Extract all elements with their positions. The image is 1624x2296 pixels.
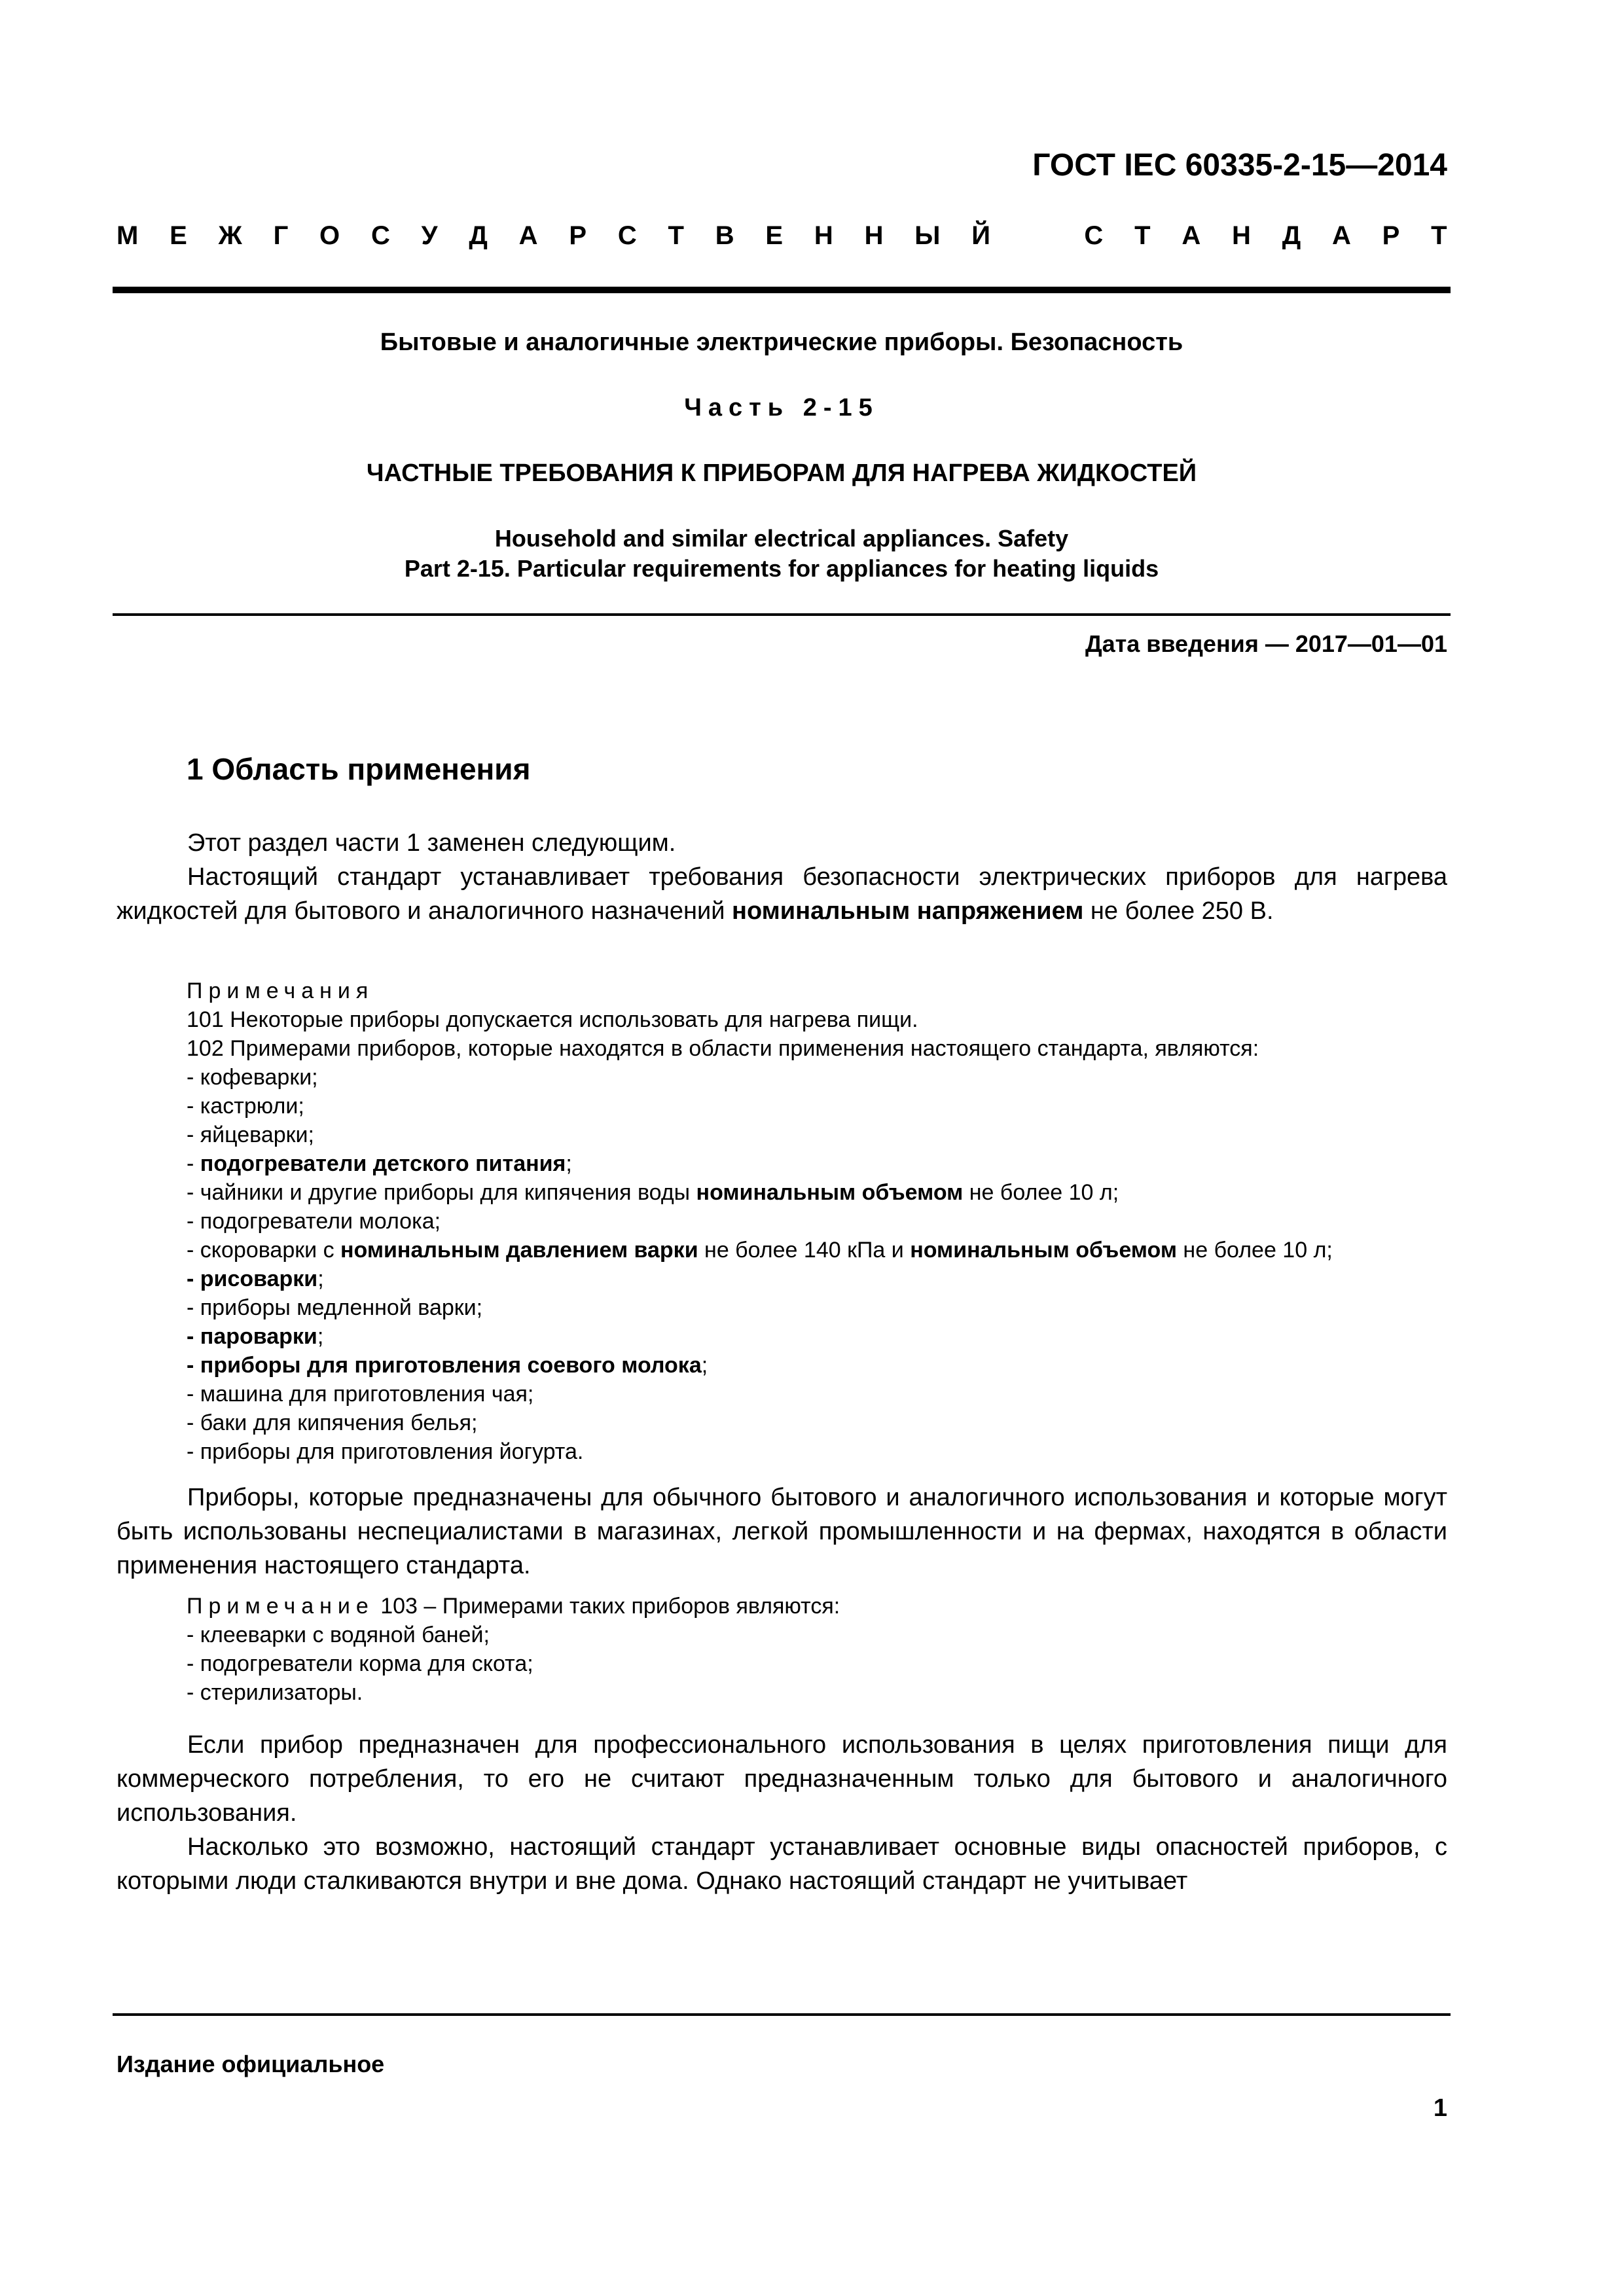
list-item: - приборы для приготовления йогурта.	[187, 1439, 584, 1464]
paragraph-5-text: Насколько это возможно, настоящий стандарт устанавливает основные виды опасностей приборов, с которыми люди сталкиваются внутри и вне дома. Однако настоящий стандарт не учитывает	[117, 1833, 1447, 1895]
banner-letter: Н	[864, 221, 884, 250]
paragraph-5	[117, 1830, 1447, 1898]
list-item: - приборы медленной варки;	[187, 1295, 483, 1320]
banner-letter: Т	[1134, 221, 1151, 250]
banner-letter: А	[1331, 221, 1351, 250]
list-item-term: номинальным давлением варки	[340, 1238, 698, 1263]
note-103	[187, 1592, 1447, 1621]
paragraph-2-text-end: не более 250 В.	[1083, 897, 1274, 925]
banner-letter: С	[370, 221, 390, 250]
page-number: 1	[1433, 2094, 1447, 2122]
list-item	[187, 1322, 1447, 1351]
part-number: Часть 2-15	[684, 394, 879, 422]
list-item: - баки для кипячения белья;	[187, 1410, 478, 1435]
paragraph-4	[117, 1728, 1447, 1830]
list-item	[187, 1149, 1447, 1178]
banner-letter: Д	[1282, 221, 1301, 250]
title-en-line-2: Part 2-15. Particular requirements for appliances for heating liquids	[404, 555, 1159, 582]
section-heading: 1 Область применения	[187, 752, 531, 786]
banner-letter: У	[421, 221, 438, 250]
note-103-text: 103 – Примерами таких приборов являются:	[374, 1594, 840, 1619]
list-item-term: пароварки	[200, 1324, 317, 1349]
list-item	[187, 1236, 1447, 1265]
list-item	[187, 1178, 1447, 1207]
banner-letter: О	[319, 221, 340, 250]
banner-letter: Е	[170, 221, 187, 250]
note-101: 101 Некоторые приборы допускается использовать для нагрева пищи.	[187, 1007, 918, 1032]
list-item-dash: -	[187, 1151, 200, 1176]
paragraph-2-term: номинальным напряжением	[732, 897, 1084, 925]
paragraph-4-text: Если прибор предназначен для профессионального использования в целях приготовления пищи для коммерческого потребления, то его не считают предназначенным только для бытового и аналогичного использования.	[117, 1731, 1447, 1827]
list-item-end: ;	[701, 1353, 708, 1378]
note-102: 102 Примерами приборов, которые находятся в области применения настоящего стандарта, являются:	[187, 1036, 1259, 1061]
note-103-block	[187, 1592, 1447, 1707]
list-item-end: не более 10 л;	[1176, 1238, 1333, 1263]
list-item-dash: -	[187, 1353, 200, 1378]
list-item-dash: -	[187, 1324, 200, 1349]
list-item: - клееварки с водяной баней;	[187, 1623, 490, 1647]
banner-letter: Ы	[914, 221, 941, 250]
document-title-en	[113, 524, 1451, 584]
header-divider-thick	[113, 287, 1451, 293]
official-edition-label: Издание официальное	[117, 2051, 385, 2077]
list-item	[187, 1265, 1447, 1293]
interstate-standard-banner	[117, 221, 1447, 251]
list-item-end: ;	[566, 1151, 572, 1176]
list-item-text: - чайники и другие приборы для кипячения воды	[187, 1180, 696, 1205]
list-item: - подогреватели молока;	[187, 1209, 441, 1234]
list-item: - кастрюли;	[187, 1094, 304, 1119]
list-item: - подогреватели корма для скота;	[187, 1651, 533, 1676]
paragraph-3	[117, 1480, 1447, 1583]
list-item	[187, 1351, 1447, 1380]
notes-block-1	[187, 977, 1447, 1466]
banner-letter: Й	[971, 221, 990, 250]
banner-letter: Д	[469, 221, 488, 250]
banner-letter: Н	[814, 221, 833, 250]
paragraph-1: Этот раздел части 1 заменен следующим.	[187, 829, 676, 857]
banner-letter: Т	[1431, 221, 1447, 250]
introduction-date: Дата введения — 2017—01—01	[1085, 630, 1447, 657]
list-item-term: приборы для приготовления соевого молока	[200, 1353, 702, 1378]
section-body-1	[117, 826, 1447, 928]
banner-letter: С	[1084, 221, 1104, 250]
banner-letter: Г	[273, 221, 289, 250]
list-item: - кофеварки;	[187, 1065, 318, 1090]
list-item-end: ;	[317, 1266, 324, 1291]
document-title-ru: Бытовые и аналогичные электрические приборы. Безопасность	[380, 329, 1183, 356]
banner-letter: М	[117, 221, 139, 250]
banner-letter: С	[617, 221, 637, 250]
document-subtitle-caps: ЧАСТНЫЕ ТРЕБОВАНИЯ К ПРИБОРАМ ДЛЯ НАГРЕВА ЖИДКОСТЕЙ	[366, 459, 1197, 487]
list-item-text: - скороварки с	[187, 1238, 341, 1263]
list-item-term: номинальным объемом	[910, 1238, 1177, 1263]
list-item-end: ;	[317, 1324, 324, 1349]
banner-letter: А	[518, 221, 538, 250]
banner-letter: Н	[1232, 221, 1251, 250]
list-item-term: рисоварки	[200, 1266, 318, 1291]
banner-letter: Ж	[218, 221, 242, 250]
footer-divider	[113, 2013, 1451, 2016]
list-item: - машина для приготовления чая;	[187, 1382, 534, 1407]
paragraph-2-text: Настоящий стандарт устанавливает требования безопасности электрических приборов для нагрева жидкостей для бытового и аналогичного назначений	[117, 863, 1447, 925]
standard-number: ГОСТ IEC 60335-2-15—2014	[1032, 148, 1447, 183]
banner-letter: Е	[765, 221, 784, 250]
banner-letter: Р	[569, 221, 587, 250]
list-item: - яйцеварки;	[187, 1122, 314, 1147]
title-en-line-1: Household and similar electrical appliances. Safety	[494, 525, 1069, 552]
title-divider	[113, 613, 1451, 616]
banner-letter: А	[1182, 221, 1201, 250]
list-item: - стерилизаторы.	[187, 1680, 363, 1705]
list-item-end: не более 10 л;	[963, 1180, 1119, 1205]
list-item-term: подогреватели детского питания	[200, 1151, 566, 1176]
banner-letter: Т	[668, 221, 684, 250]
note-103-label: Примечание	[187, 1594, 374, 1619]
banner-letter: Р	[1382, 221, 1400, 250]
paragraph-2	[117, 860, 1447, 928]
list-item-text: не более 140 кПа и	[698, 1238, 911, 1263]
list-item-term: номинальным объемом	[696, 1180, 964, 1205]
banner-letter: В	[715, 221, 734, 250]
notes-heading: Примечания	[187, 978, 374, 1003]
paragraph-3-text: Приборы, которые предназначены для обычного бытового и аналогичного использования и которые могут быть использованы неспециалистами в магазинах, легкой промышленности и на фермах, находятся в области применения настоящего стандарта.	[117, 1484, 1447, 1579]
list-item-dash: -	[187, 1266, 200, 1291]
